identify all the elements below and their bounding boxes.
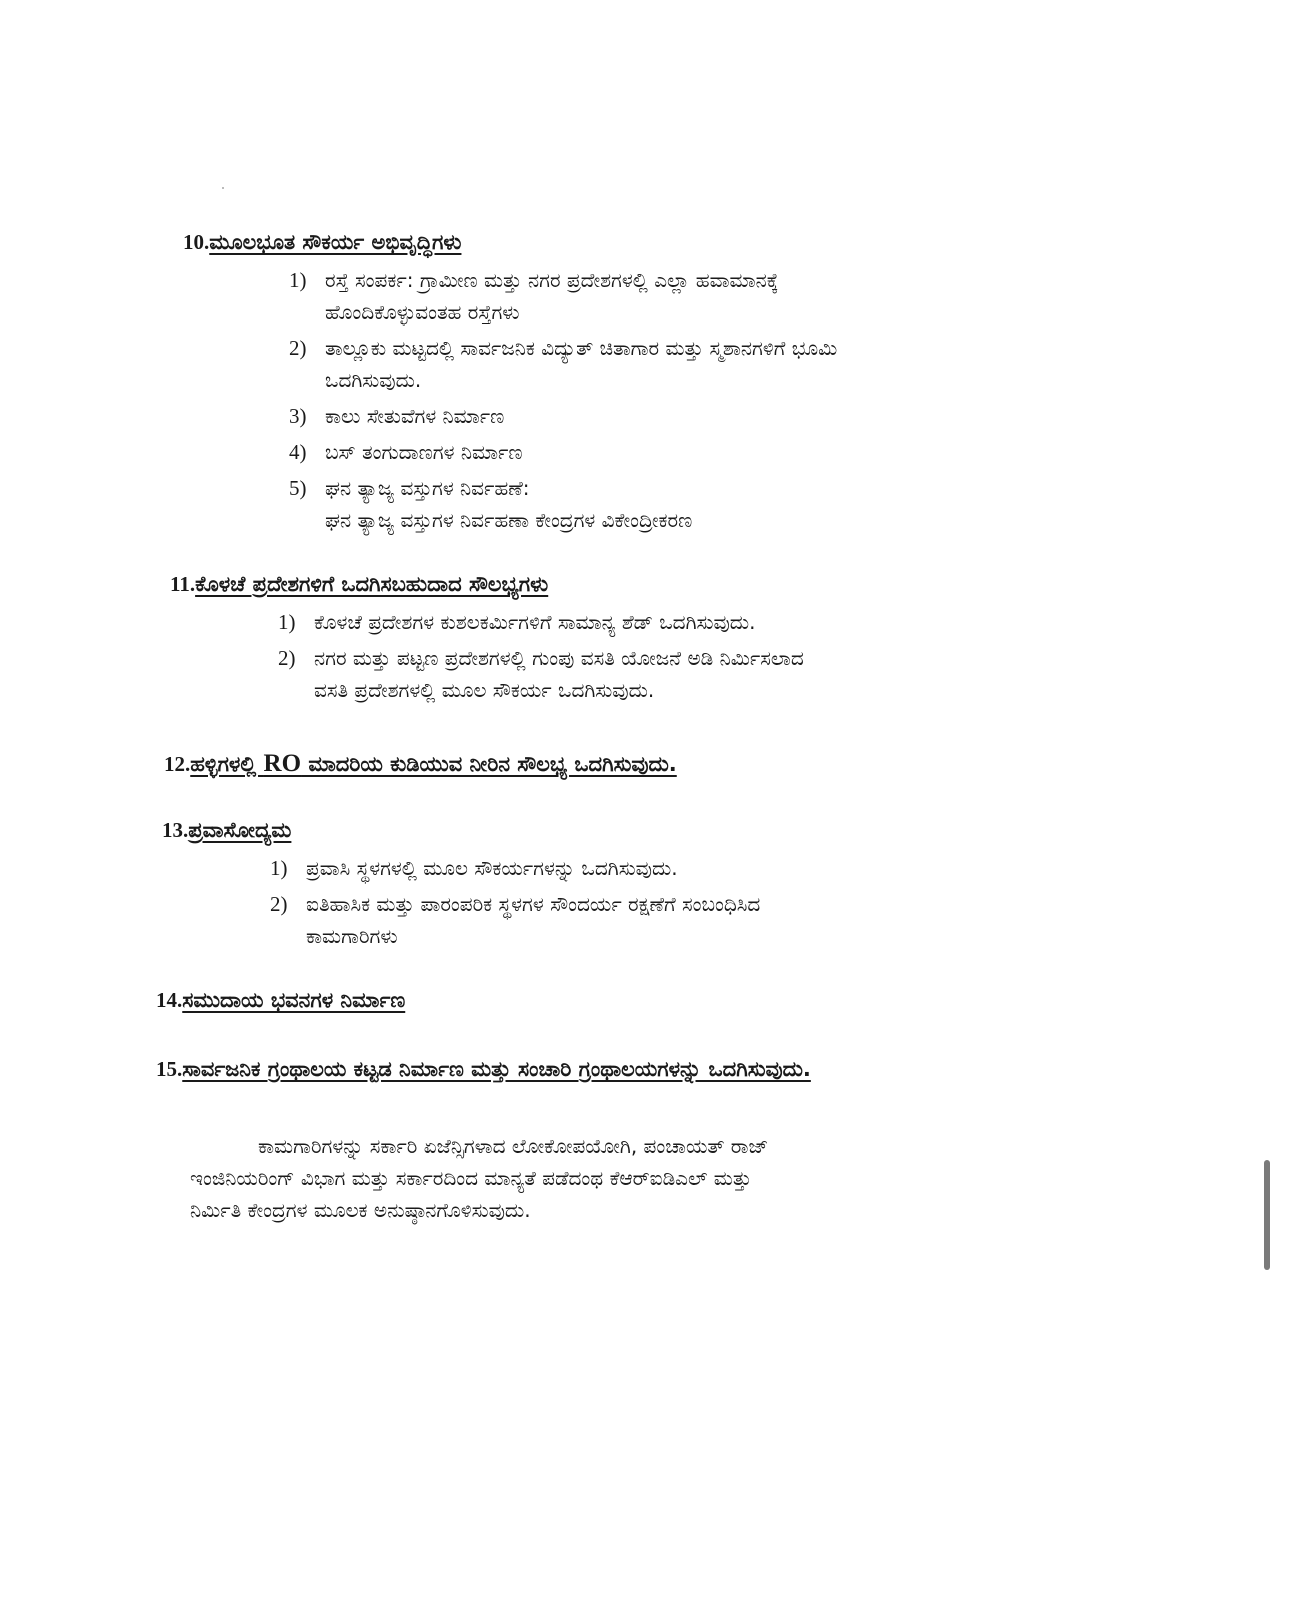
item-line: ಘನ ತ್ಯಾಜ್ಯ ವಸ್ತುಗಳ ನಿರ್ವಹಣಾ ಕೇಂದ್ರಗಳ ವಿಕೇಂದ್ರೀಕರಣ [325, 508, 693, 532]
list-item [289, 400, 837, 432]
item-line: ರಸ್ತೆ ಸಂಪರ್ಕ: ಗ್ರಾಮೀಣ ಮತ್ತು ನಗರ ಪ್ರದೇಶಗಳಲ್ಲಿ ಎಲ್ಲಾ ಹವಾಮಾನಕ್ಕೆ [325, 268, 779, 292]
item-number: 4) [289, 440, 307, 464]
item-number: 3) [289, 404, 307, 428]
item-line: ಐತಿಹಾಸಿಕ ಮತ್ತು ಪಾರಂಪರಿಕ ಸ್ಥಳಗಳ ಸೌಂದರ್ಯ ರಕ್ಷಣೆಗೆ ಸಂಬಂಧಿಸಿದ [306, 892, 761, 916]
section-heading [156, 986, 405, 1014]
item-text [314, 606, 755, 638]
section-heading [164, 750, 677, 778]
title-part: ಹಳ್ಳಿಗಳಲ್ಲಿ [190, 752, 264, 776]
item-text [306, 852, 678, 884]
item-line: ಪ್ರವಾಸಿ ಸ್ಥಳಗಳಲ್ಲಿ ಮೂಲ ಸೌಕರ್ಯಗಳನ್ನು ಒದಗಿಸುವುದು. [306, 856, 678, 880]
item-number: 2) [278, 646, 296, 670]
item-number: 2) [270, 892, 288, 916]
section-heading [162, 816, 760, 844]
item-text [325, 264, 778, 328]
section-number: 13. [162, 818, 189, 842]
closing-paragraph [190, 1130, 768, 1226]
item-text [325, 400, 504, 432]
section-10 [183, 228, 837, 536]
list-item [289, 436, 837, 468]
section-heading [183, 228, 837, 256]
item-number: 5) [289, 476, 307, 500]
section-number: 11. [170, 572, 196, 596]
paragraph-line: ನಿರ್ಮಿತಿ ಕೇಂದ್ರಗಳ ಮೂಲಕ ಅನುಷ್ಠಾನಗೊಳಿಸುವುದು. [190, 1198, 531, 1222]
list-item [289, 332, 837, 396]
item-text [325, 472, 692, 536]
section-title: ಪ್ರವಾಸೋದ್ಯಮ [188, 818, 292, 842]
section-title: ಸಮುದಾಯ ಭವನಗಳ ನಿರ್ಮಾಣ [182, 988, 406, 1012]
list-item [270, 888, 760, 952]
item-line: ಕಾಲು ಸೇತುವೆಗಳ ನಿರ್ಮಾಣ [325, 404, 505, 428]
list-item [289, 472, 837, 536]
section-title [190, 752, 677, 776]
item-line: ಕೊಳಚೆ ಪ್ರದೇಶಗಳ ಕುಶಲಕರ್ಮಿಗಳಿಗೆ ಸಾಮಾನ್ಯ ಶೆಡ್ ಒದಗಿಸುವುದು. [314, 610, 756, 634]
section-12 [164, 750, 677, 778]
list-item [278, 606, 804, 638]
item-line: ಒದಗಿಸುವುದು. [325, 368, 422, 392]
section-number: 15. [156, 1057, 183, 1081]
item-line: ತಾಲ್ಲೂಕು ಮಟ್ಟದಲ್ಲಿ ಸಾರ್ವಜನಿಕ ವಿದ್ಯುತ್ ಚಿತಾಗಾರ ಮತ್ತು ಸ್ಮಶಾನಗಳಿಗೆ ಭೂಮಿ [325, 336, 838, 360]
item-line: ಘನ ತ್ಯಾಜ್ಯ ವಸ್ತುಗಳ ನಿರ್ವಹಣೆ: [325, 476, 530, 500]
item-text [325, 436, 523, 468]
item-text [306, 888, 760, 952]
item-line: ಬಸ್ ತಂಗುದಾಣಗಳ ನಿರ್ಮಾಣ [325, 440, 523, 464]
item-number: 1) [289, 268, 307, 292]
item-number: 1) [278, 610, 296, 634]
item-list [278, 606, 804, 706]
title-part: RO [263, 750, 302, 777]
list-item [270, 852, 760, 884]
item-number: 2) [289, 336, 307, 360]
paragraph-line: ಕಾಮಗಾರಿಗಳನ್ನು ಸರ್ಕಾರಿ ಏಜೆನ್ಸಿಗಳಾದ ಲೋಕೋಪಯೋಗಿ, ಪಂಚಾಯತ್ ರಾಜ್ [258, 1134, 769, 1158]
item-line: ಹೊಂದಿಕೊಳ್ಳುವಂತಹ ರಸ್ತೆಗಳು [325, 300, 520, 324]
item-list [289, 264, 837, 536]
item-line: ನಗರ ಮತ್ತು ಪಟ್ಟಣ ಪ್ರದೇಶಗಳಲ್ಲಿ ಗುಂಪು ವಸತಿ ಯೋಜನೆ ಅಡಿ ನಿರ್ಮಿಸಲಾದ [314, 646, 804, 670]
item-line: ಕಾಮಗಾರಿಗಳು [306, 924, 398, 948]
section-15 [156, 1055, 811, 1083]
section-number: 12. [164, 752, 191, 776]
title-part: ಮಾದರಿಯ ಕುಡಿಯುವ ನೀರಿನ ಸೌಲಭ್ಯ ಒದಗಿಸುವುದು. [301, 752, 677, 776]
scan-speck [222, 187, 224, 189]
section-13 [162, 816, 760, 952]
item-line: ವಸತಿ ಪ್ರದೇಶಗಳಲ್ಲಿ ಮೂಲ ಸೌಕರ್ಯ ಒದಗಿಸುವುದು. [314, 678, 655, 702]
section-number: 14. [156, 988, 183, 1012]
section-11 [170, 570, 804, 706]
list-item [289, 264, 837, 328]
section-title: ಕೊಳಚೆ ಪ್ರದೇಶಗಳಿಗೆ ಒದಗಿಸಬಹುದಾದ ಸೌಲಭ್ಯಗಳು [195, 572, 549, 596]
section-title: ಮೂಲಭೂತ ಸೌಕರ್ಯ ಅಭಿವೃದ್ಧಿಗಳು [209, 230, 462, 254]
vertical-scrollbar[interactable] [1264, 1160, 1270, 1270]
section-number: 10. [183, 230, 210, 254]
section-heading [170, 570, 804, 598]
item-text [314, 642, 804, 706]
section-14 [156, 986, 405, 1014]
section-title: ಸಾರ್ವಜನಿಕ ಗ್ರಂಥಾಲಯ ಕಟ್ಟಡ ನಿರ್ಮಾಣ ಮತ್ತು ಸಂಚಾರಿ ಗ್ರಂಥಾಲಯಗಳನ್ನು ಒದಗಿಸುವುದು. [182, 1057, 811, 1081]
item-text [325, 332, 837, 396]
item-list [270, 852, 760, 952]
paragraph-line: ಇಂಜಿನಿಯರಿಂಗ್ ವಿಭಾಗ ಮತ್ತು ಸರ್ಕಾರದಿಂದ ಮಾನ್ಯತೆ ಪಡೆದಂಥ ಕೆಆರ್‌ಐಡಿಎಲ್ ಮತ್ತು [190, 1166, 752, 1190]
item-number: 1) [270, 856, 288, 880]
list-item [278, 642, 804, 706]
section-heading [156, 1055, 811, 1083]
